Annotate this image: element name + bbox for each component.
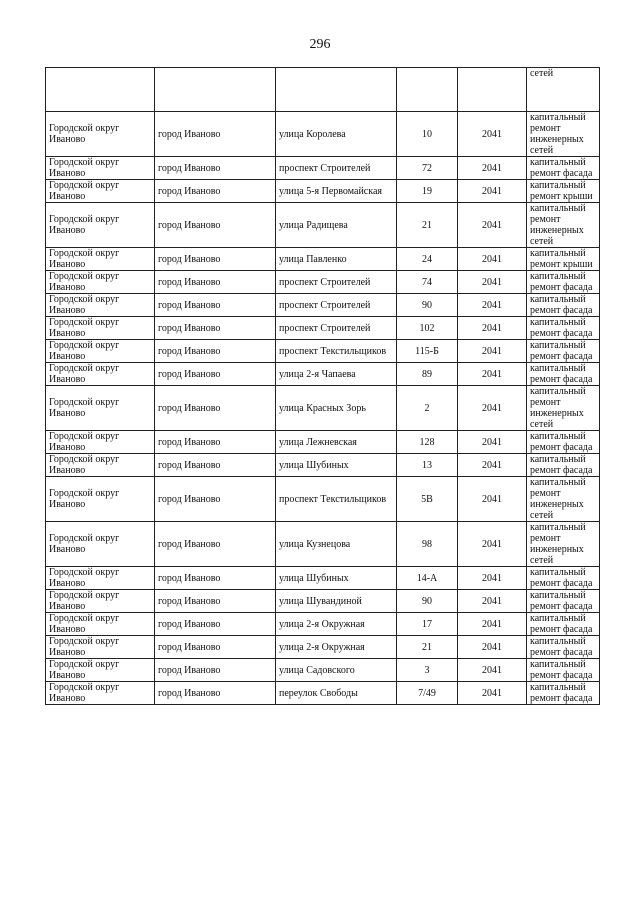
cell-city: город Иваново: [155, 294, 276, 317]
cell-street: улица Кузнецова: [276, 522, 397, 567]
cell-city: [155, 68, 276, 112]
cell-year: 2041: [458, 522, 527, 567]
cell-work: капитальный ремонт фасада: [527, 454, 600, 477]
cell-house: 74: [397, 271, 458, 294]
table-row: [46, 180, 600, 203]
cell-street: проспект Текстильщиков: [276, 477, 397, 522]
cell-year: 2041: [458, 454, 527, 477]
cell-city: город Иваново: [155, 340, 276, 363]
table-row: [46, 112, 600, 157]
cell-street: улица 2-я Окружная: [276, 613, 397, 636]
cell-work: капитальный ремонт инженерных сетей: [527, 112, 600, 157]
cell-okrug: Городской округ Иваново: [46, 112, 155, 157]
cell-city: город Иваново: [155, 157, 276, 180]
cell-year: 2041: [458, 157, 527, 180]
cell-house: 98: [397, 522, 458, 567]
cell-okrug: Городской округ Иваново: [46, 248, 155, 271]
table-row: [46, 590, 600, 613]
table-row: [46, 363, 600, 386]
table-row: [46, 682, 600, 705]
page-number: 296: [309, 37, 331, 52]
cell-work: капитальный ремонт фасада: [527, 567, 600, 590]
table-row: [46, 386, 600, 431]
cell-work: капитальный ремонт фасада: [527, 340, 600, 363]
cell-okrug: Городской округ Иваново: [46, 157, 155, 180]
cell-house: 5В: [397, 477, 458, 522]
cell-work: капитальный ремонт инженерных сетей: [527, 203, 600, 248]
cell-year: 2041: [458, 180, 527, 203]
cell-city: город Иваново: [155, 248, 276, 271]
cell-city: город Иваново: [155, 363, 276, 386]
cell-okrug: Городской округ Иваново: [46, 363, 155, 386]
cell-work: капитальный ремонт фасада: [527, 636, 600, 659]
cell-street: проспект Строителей: [276, 294, 397, 317]
table-row: [46, 567, 600, 590]
cell-city: город Иваново: [155, 431, 276, 454]
cell-city: город Иваново: [155, 522, 276, 567]
cell-okrug: Городской округ Иваново: [46, 317, 155, 340]
cell-city: город Иваново: [155, 659, 276, 682]
cell-house: 90: [397, 294, 458, 317]
cell-house: 24: [397, 248, 458, 271]
cell-work: капитальный ремонт крыши: [527, 248, 600, 271]
cell-street: улица Радищева: [276, 203, 397, 248]
cell-street: улица Шубиных: [276, 567, 397, 590]
cell-okrug: Городской округ Иваново: [46, 431, 155, 454]
cell-okrug: Городской округ Иваново: [46, 636, 155, 659]
cell-okrug: Городской округ Иваново: [46, 682, 155, 705]
cell-street: улица Королева: [276, 112, 397, 157]
cell-work: капитальный ремонт инженерных сетей: [527, 386, 600, 431]
cell-city: город Иваново: [155, 180, 276, 203]
cell-house: 128: [397, 431, 458, 454]
cell-street: проспект Текстильщиков: [276, 340, 397, 363]
address-register-table: [45, 67, 600, 705]
cell-street: улица Шубиных: [276, 454, 397, 477]
table-row: [46, 477, 600, 522]
cell-year: 2041: [458, 203, 527, 248]
cell-year: 2041: [458, 340, 527, 363]
cell-house: 102: [397, 317, 458, 340]
cell-okrug: Городской округ Иваново: [46, 203, 155, 248]
cell-okrug: Городской округ Иваново: [46, 180, 155, 203]
cell-house: 72: [397, 157, 458, 180]
cell-work: капитальный ремонт фасада: [527, 294, 600, 317]
table-row: [46, 613, 600, 636]
cell-work: капитальный ремонт фасада: [527, 431, 600, 454]
cell-work: капитальный ремонт фасада: [527, 682, 600, 705]
cell-street: проспект Строителей: [276, 271, 397, 294]
cell-house: 89: [397, 363, 458, 386]
cell-house: 115-Б: [397, 340, 458, 363]
cell-okrug: Городской округ Иваново: [46, 294, 155, 317]
cell-house: 21: [397, 636, 458, 659]
cell-work: капитальный ремонт фасада: [527, 157, 600, 180]
cell-house: 19: [397, 180, 458, 203]
cell-street: улица Шувандиной: [276, 590, 397, 613]
cell-year: 2041: [458, 659, 527, 682]
cell-year: 2041: [458, 613, 527, 636]
cell-house: 13: [397, 454, 458, 477]
cell-street: улица Павленко: [276, 248, 397, 271]
cell-street: улица 5-я Первомайская: [276, 180, 397, 203]
cell-city: город Иваново: [155, 590, 276, 613]
cell-year: 2041: [458, 590, 527, 613]
cell-street: улица Лежневская: [276, 431, 397, 454]
cell-street: проспект Строителей: [276, 157, 397, 180]
cell-city: город Иваново: [155, 613, 276, 636]
cell-year: 2041: [458, 567, 527, 590]
cell-year: 2041: [458, 636, 527, 659]
cell-okrug: Городской округ Иваново: [46, 271, 155, 294]
cell-street: улица 2-я Чапаева: [276, 363, 397, 386]
cell-okrug: Городской округ Иваново: [46, 613, 155, 636]
cell-year: 2041: [458, 386, 527, 431]
cell-city: город Иваново: [155, 454, 276, 477]
table-row: [46, 248, 600, 271]
cell-city: город Иваново: [155, 477, 276, 522]
cell-year: 2041: [458, 682, 527, 705]
cell-city: город Иваново: [155, 271, 276, 294]
cell-house: 21: [397, 203, 458, 248]
continued-row: [46, 68, 600, 112]
cell-house: [397, 68, 458, 112]
cell-year: 2041: [458, 317, 527, 340]
cell-okrug: Городской округ Иваново: [46, 477, 155, 522]
cell-year: [458, 68, 527, 112]
cell-street: улица 2-я Окружная: [276, 636, 397, 659]
cell-year: 2041: [458, 363, 527, 386]
cell-house: 90: [397, 590, 458, 613]
table-row: [46, 203, 600, 248]
cell-street: улица Красных Зорь: [276, 386, 397, 431]
table-row: [46, 659, 600, 682]
cell-okrug: [46, 68, 155, 112]
cell-house: 7/49: [397, 682, 458, 705]
cell-work: капитальный ремонт фасада: [527, 590, 600, 613]
cell-house: 2: [397, 386, 458, 431]
table-row: [46, 636, 600, 659]
cell-city: город Иваново: [155, 203, 276, 248]
cell-okrug: Городской округ Иваново: [46, 567, 155, 590]
cell-year: 2041: [458, 248, 527, 271]
cell-city: город Иваново: [155, 317, 276, 340]
cell-house: 3: [397, 659, 458, 682]
cell-okrug: Городской округ Иваново: [46, 522, 155, 567]
cell-work: капитальный ремонт фасада: [527, 271, 600, 294]
cell-year: 2041: [458, 294, 527, 317]
cell-house: 14-А: [397, 567, 458, 590]
cell-street: переулок Свободы: [276, 682, 397, 705]
table-row: [46, 271, 600, 294]
table-row: [46, 431, 600, 454]
cell-work: сетей: [527, 68, 600, 112]
table-row: [46, 522, 600, 567]
table-row: [46, 340, 600, 363]
cell-house: 10: [397, 112, 458, 157]
cell-city: город Иваново: [155, 112, 276, 157]
table-row: [46, 317, 600, 340]
cell-okrug: Городской округ Иваново: [46, 454, 155, 477]
cell-year: 2041: [458, 112, 527, 157]
cell-okrug: Городской округ Иваново: [46, 386, 155, 431]
cell-year: 2041: [458, 271, 527, 294]
table-body: [46, 68, 600, 705]
cell-work: капитальный ремонт фасада: [527, 317, 600, 340]
cell-house: 17: [397, 613, 458, 636]
table-row: [46, 294, 600, 317]
cell-work: капитальный ремонт фасада: [527, 363, 600, 386]
table-row: [46, 157, 600, 180]
cell-year: 2041: [458, 431, 527, 454]
cell-work: капитальный ремонт инженерных сетей: [527, 477, 600, 522]
cell-work: капитальный ремонт фасада: [527, 613, 600, 636]
cell-city: город Иваново: [155, 567, 276, 590]
cell-city: город Иваново: [155, 682, 276, 705]
cell-street: проспект Строителей: [276, 317, 397, 340]
cell-year: 2041: [458, 477, 527, 522]
cell-okrug: Городской округ Иваново: [46, 590, 155, 613]
cell-city: город Иваново: [155, 636, 276, 659]
cell-work: капитальный ремонт инженерных сетей: [527, 522, 600, 567]
cell-street: улица Садовского: [276, 659, 397, 682]
cell-okrug: Городской округ Иваново: [46, 340, 155, 363]
table-row: [46, 454, 600, 477]
cell-city: город Иваново: [155, 386, 276, 431]
cell-street: [276, 68, 397, 112]
cell-work: капитальный ремонт фасада: [527, 659, 600, 682]
cell-okrug: Городской округ Иваново: [46, 659, 155, 682]
cell-work: капитальный ремонт крыши: [527, 180, 600, 203]
